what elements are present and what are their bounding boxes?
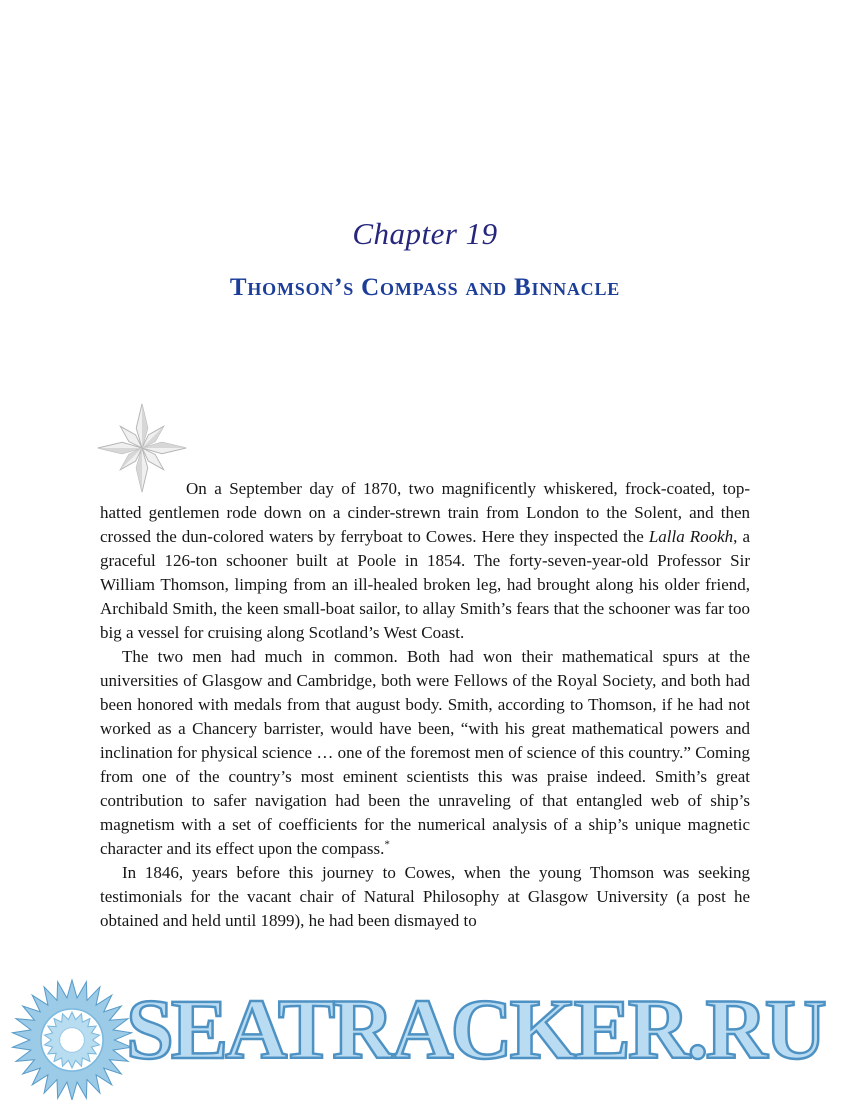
paragraph-3: In 1846, years before this journey to Cowes, when the young Thomson was seeking testimonials for the vacant chair of Natural Philosophy at Glasgow University (a post he obtained and held until 1899), he had been dismayed to	[100, 863, 750, 930]
chapter-title: Thomson’s Compass and Binnacle	[229, 274, 621, 301]
watermark	[0, 978, 850, 1100]
body-text	[100, 477, 750, 933]
paragraph-1	[100, 477, 750, 645]
footnote-marker: *	[384, 838, 390, 851]
ship-name-italic: Lalla Rookh	[648, 527, 734, 546]
paragraph-text: The two men had much in common. Both had won their mathematical spurs at the universities of Glasgow and Cambridge, both were Fellows of the Royal Society, and both had been honored with medals from that august body. Smith, according to Thomson, if he had not worked as a Chancery barrister, would have been, “with his great mathematical powers and inclination for physical science … one of the foremost men of science of this country.” Coming from one of the country’s most eminent scientists this was praise indeed. Smith’s great contribution to safer navigation had been the unraveling of that entangled web of ship’s magnetism with a set of coefficients for the numerical analysis of a ship’s unique magnetic character and its effect upon the compass.	[100, 647, 750, 858]
watermark-text: SEATRACKER.RU	[126, 981, 824, 1077]
paragraph-text: , a graceful 126-ton schooner built at Poole in 1854. The forty-seven-year-old Professor Sir William Thomson, limping from an ill-healed broken leg, had brought along his older friend, Archibald Smith, the keen small-boat sailor, to allay Smith’s fears that the schooner was far too big a vessel for cruising along Scotland’s West Coast.	[100, 527, 750, 642]
paragraph-text: On a September day of 1870, two magnificently whiskered, frock-coated, top-hatted gentlemen rode down on a cinder-strewn train from London to the Solent, and then crossed the dun-colored waters by ferryboat to Cowes. Here they inspected the	[100, 479, 750, 546]
chapter-number: Chapter 19	[352, 216, 498, 251]
sun-burst-icon	[10, 978, 134, 1100]
paragraph-2	[100, 645, 750, 861]
